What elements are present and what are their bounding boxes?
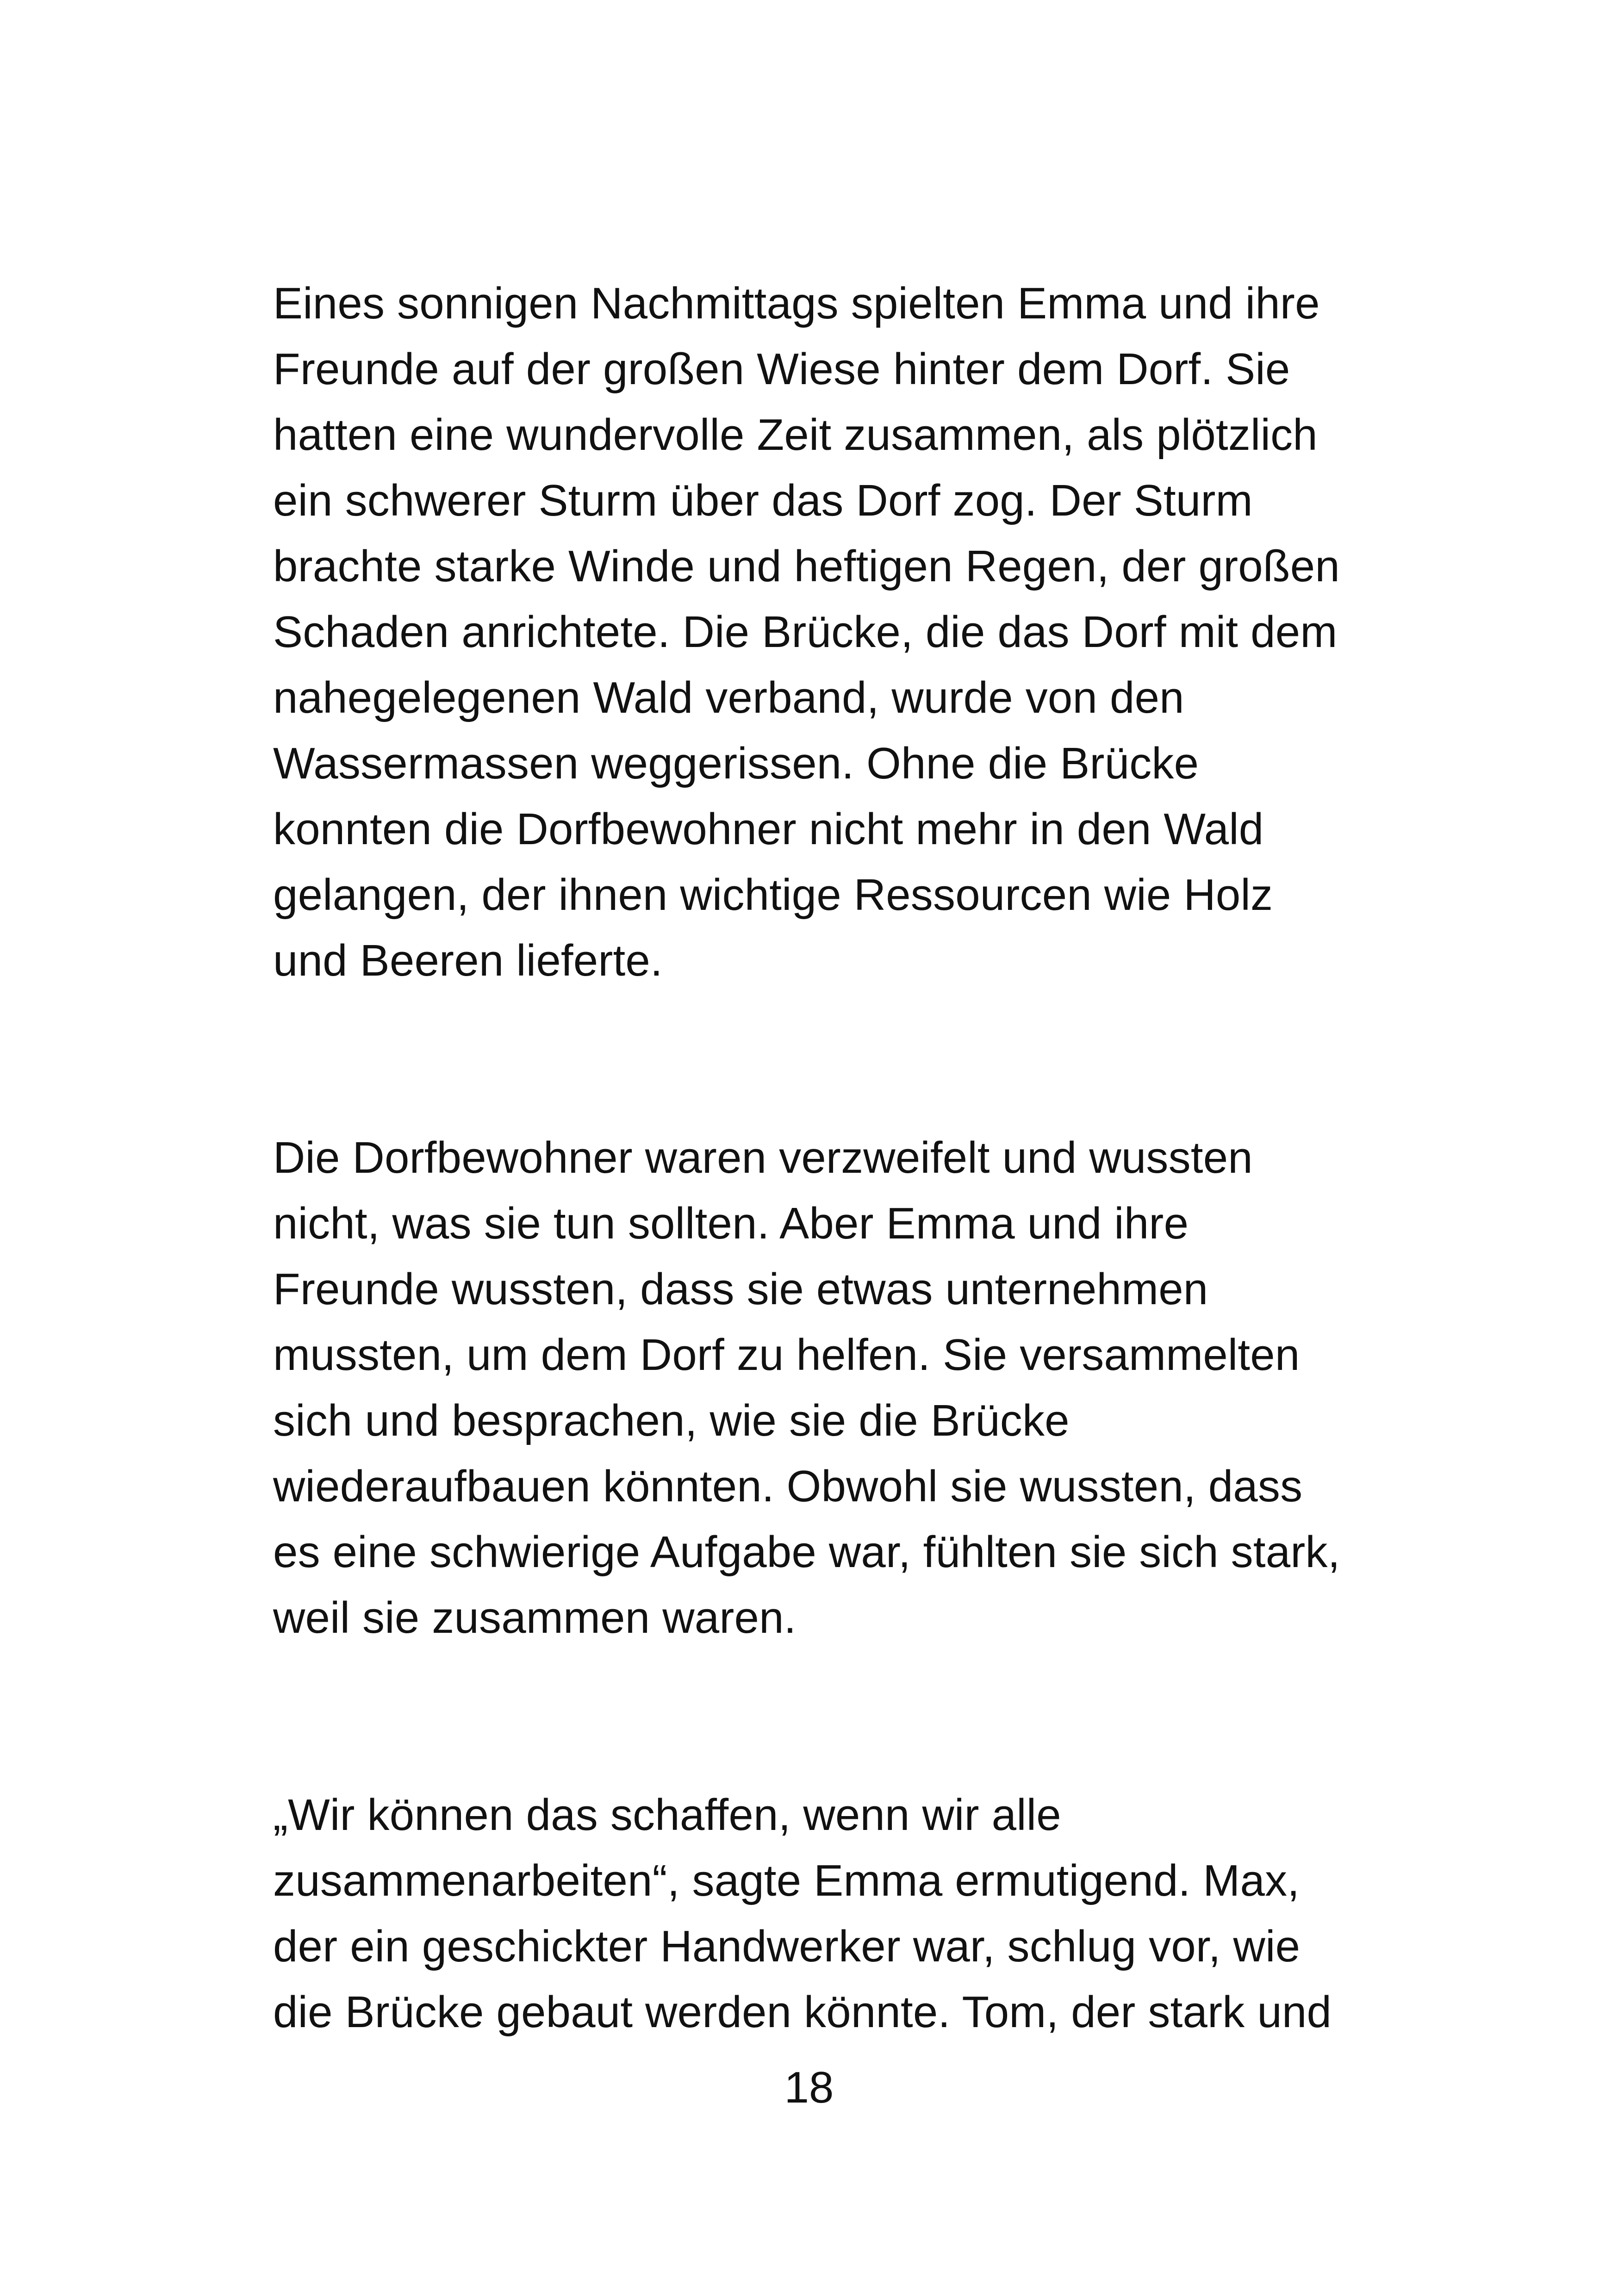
text-line: „Wir können das schaffen, wenn wir alle	[273, 1790, 1061, 1840]
paragraph-2	[273, 1125, 1375, 1651]
text-line: Freunde auf der großen Wiese hinter dem Dorf. Sie	[273, 344, 1290, 394]
text-line: nahegelegenen Wald verband, wurde von den	[273, 673, 1184, 722]
text-line: hatten eine wundervolle Zeit zusammen, als plötzlich	[273, 410, 1318, 460]
text-line: zusammenarbeiten“, sagte Emma ermutigend. Max,	[273, 1856, 1300, 1905]
text-line: brachte starke Winde und heftigen Regen, der großen	[273, 541, 1340, 591]
text-line: Schaden anrichtete. Die Brücke, die das Dorf mit dem	[273, 607, 1338, 657]
text-line: gelangen, der ihnen wichtige Ressourcen wie Holz	[273, 870, 1273, 920]
paragraph-spacer	[273, 994, 1375, 1125]
text-line: weil sie zusammen waren.	[273, 1593, 797, 1643]
text-line: die Brücke gebaut werden könnte. Tom, der stark und	[273, 1987, 1332, 2037]
text-line: der ein geschickter Handwerker war, schlug vor, wie	[273, 1922, 1301, 1971]
paragraph-1	[273, 271, 1375, 994]
text-line: konnten die Dorfbewohner nicht mehr in den Wald	[273, 804, 1264, 854]
page-content	[273, 271, 1375, 2045]
text-line: es eine schwierige Aufgabe war, fühlten sie sich stark,	[273, 1527, 1340, 1577]
page-number: 18	[784, 2063, 834, 2112]
text-line: Eines sonnigen Nachmittags spielten Emma und ihre	[273, 279, 1320, 328]
text-line: mussten, um dem Dorf zu helfen. Sie versammelten	[273, 1330, 1300, 1380]
text-line: Freunde wussten, dass sie etwas unternehmen	[273, 1264, 1208, 1314]
text-line: wiederaufbauen könnten. Obwohl sie wussten, dass	[273, 1462, 1303, 1511]
text-line: Die Dorfbewohner waren verzweifelt und wussten	[273, 1133, 1253, 1182]
text-line: sich und besprachen, wie sie die Brücke	[273, 1396, 1070, 1445]
text-line: und Beeren lieferte.	[273, 936, 663, 985]
text-line: Wassermassen weggerissen. Ohne die Brücke	[273, 739, 1199, 788]
paragraph-3	[273, 1782, 1375, 2045]
text-line: nicht, was sie tun sollten. Aber Emma und ihre	[273, 1199, 1189, 1248]
text-line: ein schwerer Sturm über das Dorf zog. Der Sturm	[273, 476, 1253, 525]
paragraph-spacer	[273, 1651, 1375, 1782]
